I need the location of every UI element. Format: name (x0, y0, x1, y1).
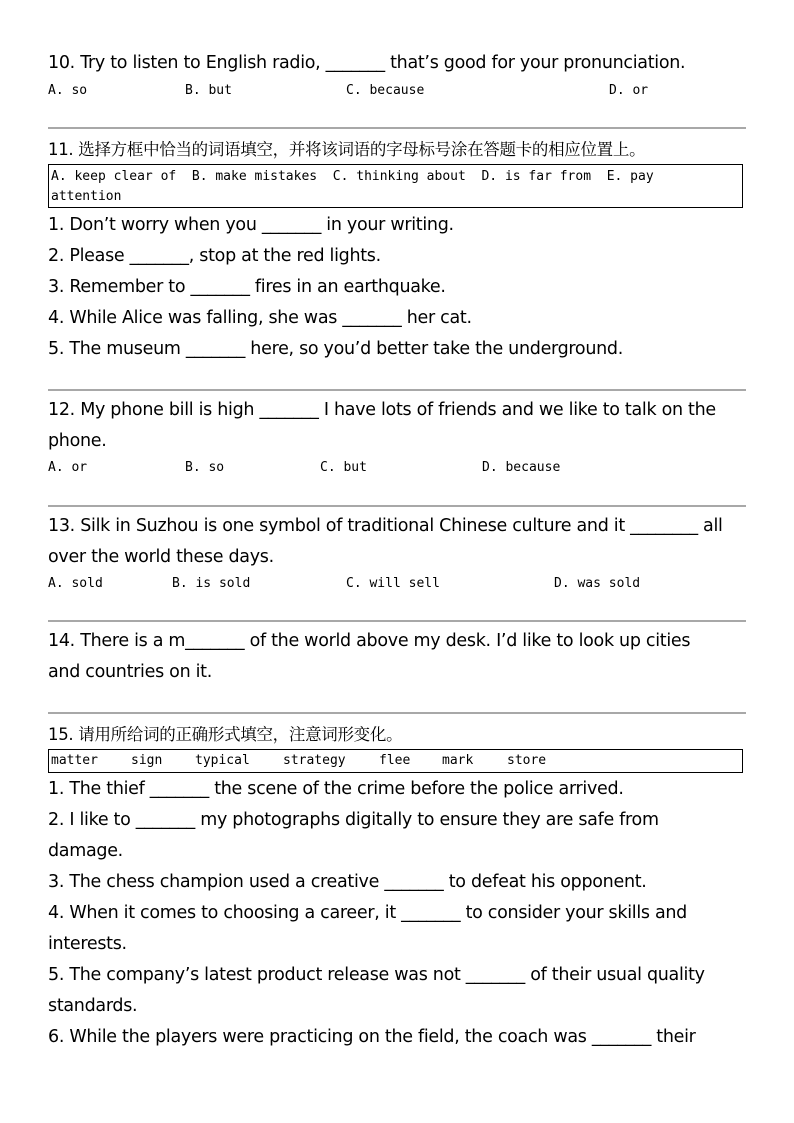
question-14-text (48, 626, 748, 688)
section-divider (48, 712, 746, 714)
sentence-item: 3. Remember to _______ fires in an earthquake. (48, 277, 446, 297)
sentence-item: 4. While Alice was falling, she was _______ her cat. (48, 308, 472, 328)
question-10-options (48, 81, 748, 101)
word-bank-word: strategy (283, 753, 346, 768)
word-bank-word: typical (195, 753, 250, 768)
word-bank-word: matter (51, 753, 98, 768)
question-15-title: 15. 请用所给词的正确形式填空，注意词形变化。 (48, 725, 403, 744)
question-11-title: 11. 选择方框中恰当的词语填空，并将该词语的字母标号涂在答题卡的相应位置上。 (48, 140, 646, 159)
word-bank-box (48, 164, 743, 208)
question-12-options (48, 458, 748, 478)
question-line: phone. (48, 431, 107, 451)
option-c: C. because (346, 83, 425, 98)
sentence-item: 4. When it comes to choosing a career, it _______ to consider your skills and (48, 903, 687, 923)
option-d: D. because (482, 460, 561, 475)
question-12-text (48, 395, 748, 457)
sentence-item: standards. (48, 996, 138, 1016)
word-bank-word: store (507, 753, 547, 768)
option-a: A. so (48, 83, 88, 98)
question-line: 12. My phone bill is high _______ I have lots of friends and we like to talk on the (48, 400, 716, 420)
question-line: 13. Silk in Suzhou is one symbol of traditional Chinese culture and it ________ all (48, 516, 723, 536)
sentence-item: 6. While the players were practicing on the field, the coach was _______ their (48, 1027, 696, 1047)
option-a: A. or (48, 460, 88, 475)
word-bank-word: mark (442, 753, 474, 768)
sentence-item: 5. The museum _______ here, so you’d better take the underground. (48, 339, 623, 359)
word-bank-word: flee (379, 753, 411, 768)
question-line: and countries on it. (48, 662, 213, 682)
sentence-item: 1. The thief _______ the scene of the crime before the police arrived. (48, 779, 624, 799)
section-divider (48, 389, 746, 391)
question-line: over the world these days. (48, 547, 274, 567)
question-11-items (48, 210, 748, 365)
word-bank-box (48, 749, 743, 773)
option-d: D. was sold (554, 576, 641, 591)
sentence-item: 5. The company’s latest product release was not _______ of their usual quality (48, 965, 705, 985)
section-divider (48, 127, 746, 129)
option-d: D. or (609, 83, 649, 98)
sentence-item: 2. I like to _______ my photographs digitally to ensure they are safe from (48, 810, 659, 830)
sentence-item: 3. The chess champion used a creative _______ to defeat his opponent. (48, 872, 647, 892)
word-bank-line: A. keep clear of B. make mistakes C. thinking about D. is far from E. pay (51, 169, 654, 184)
option-b: B. is sold (172, 576, 251, 591)
section-divider (48, 620, 746, 622)
question-line: 14. There is a m_______ of the world above my desk. I’d like to look up cities (48, 631, 691, 651)
question-13-text (48, 511, 748, 573)
option-a: A. sold (48, 576, 103, 591)
sentence-item: interests. (48, 934, 127, 954)
option-c: C. will sell (346, 576, 440, 591)
word-bank-line: attention (51, 189, 122, 204)
sentence-item: 2. Please _______, stop at the red lights. (48, 246, 381, 266)
option-b: B. so (185, 460, 225, 475)
word-bank-word: sign (131, 753, 163, 768)
section-divider (48, 505, 746, 507)
question-15-items (48, 774, 748, 1053)
sentence-item: damage. (48, 841, 123, 861)
sentence-item: 1. Don’t worry when you _______ in your writing. (48, 215, 454, 235)
option-c: C. but (320, 460, 367, 475)
option-b: B. but (185, 83, 232, 98)
question-10-text: 10. Try to listen to English radio, _______ that’s good for your pronunciation. (48, 53, 686, 73)
question-13-options (48, 574, 748, 594)
